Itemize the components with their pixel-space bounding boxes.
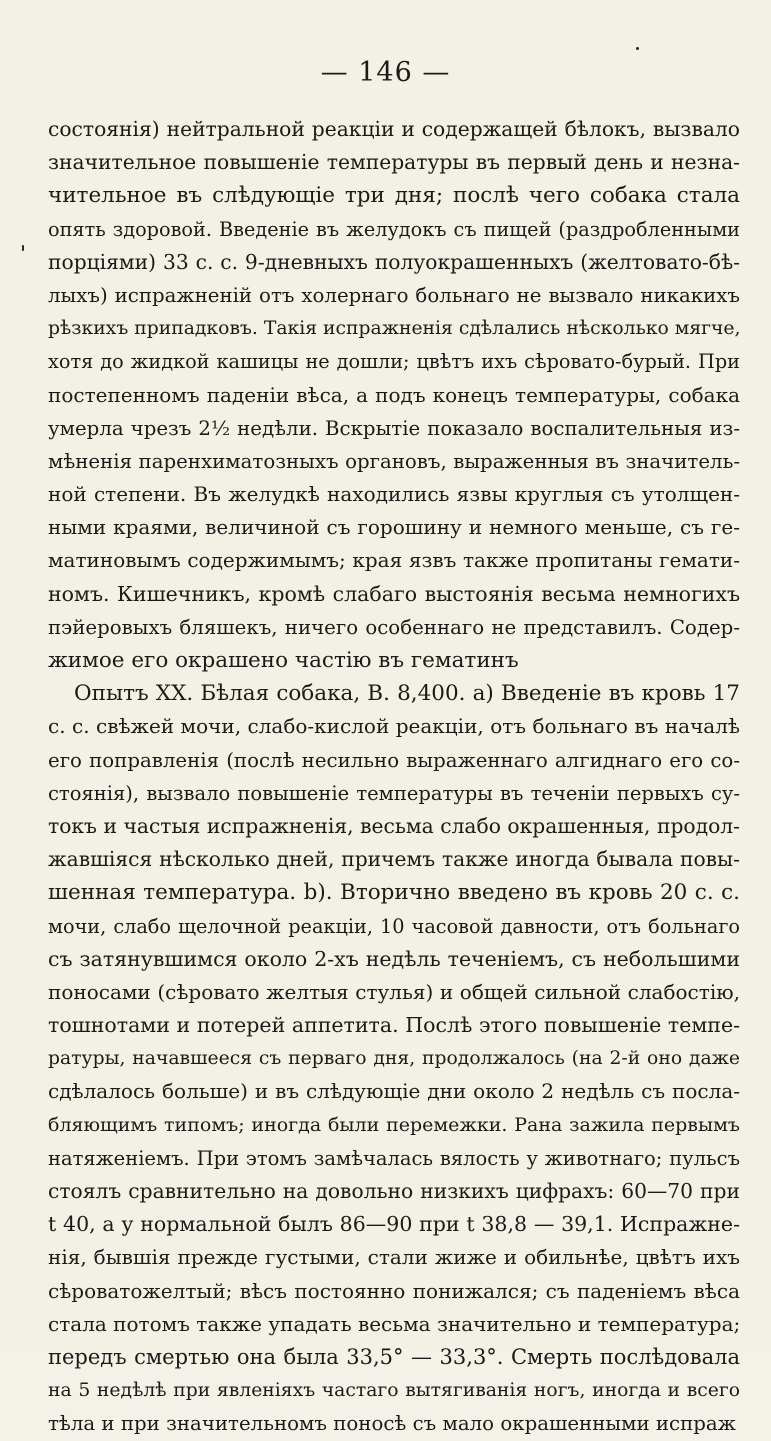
text-line: тошнотами и потерей аппетита. Послѣ этого повышеніе темпе-	[48, 1013, 740, 1038]
text-line: ной степени. Въ желудкѣ находились язвы круглыя съ утолщен-	[48, 482, 740, 507]
text-line: мѣненія паренхиматозныхъ органовъ, выраженныя въ значитель-	[48, 449, 740, 473]
text-line: состоянія) нейтральной реакціи и содержащей бѣлокъ, вызвало	[48, 117, 740, 141]
text-line: шенная температура. b). Вторично введено въ кровь 20 с. с.	[48, 880, 740, 906]
text-line: поносами (сѣровато желтыя стулья) и общей сильной слабостію,	[48, 979, 740, 1004]
text-line: стоянія), вызвало повышеніе температуры въ теченіи первыхъ су-	[48, 781, 740, 805]
text-line: его поправленія (послѣ несильно выраженнаго алгиднаго его со-	[48, 748, 740, 772]
text-line: стоялъ сравнительно на довольно низкихъ цифрахъ: 60—70 при	[48, 1179, 740, 1203]
text-line: жимое его окрашено частію въ гематинъ	[48, 648, 519, 673]
text-line: рѣзкихъ припадковъ. Такія испражненія сдѣлались нѣсколько мягче,	[48, 318, 740, 340]
text-line: пэйеровыхъ бляшекъ, ничего особеннаго не представилъ. Содер-	[48, 615, 740, 639]
text-line: ными краями, величиной съ горошину и немного меньше, съ ге-	[48, 515, 740, 540]
text-line: ратуры, начавшееся съ перваго дня, продолжалось (на 2-й оно даже	[48, 1048, 740, 1070]
text-line: на 5 недѣлѣ при явленіяхъ частаго вытягиванія ногъ, иногда и всего	[48, 1380, 740, 1402]
text-line: передъ смертью она была 33,5° — 33,3°. Смерть послѣдовала	[48, 1344, 740, 1369]
text-line: жавшіяся нѣсколько дней, причемъ также иногда бывала повы-	[48, 847, 740, 872]
text-line: бляющимъ типомъ; иногда были перемежки. Рана зажила первымъ	[48, 1113, 740, 1136]
text-line: с. с. свѣжей мочи, слабо-кислой реакціи, отъ больнаго въ началѣ	[48, 714, 740, 739]
text-line: порціями) 33 с. с. 9-дневныхъ полуокрашенныхъ (желтовато-бѣ-	[48, 249, 740, 274]
text-line: Опытъ XX. Бѣлая собака, В. 8,400. a) Введеніе въ кровь 17	[74, 681, 740, 707]
text-line: токъ и частыя испражненія, весьма слабо окрашенныя, продол-	[48, 813, 740, 838]
text-line: стала потомъ также упадать весьма значительно и температура;	[48, 1311, 740, 1336]
text-line: тѣла и при значительномъ поносѣ съ мало окрашенными испраж	[48, 1412, 736, 1436]
text-line: постепенномъ паденіи вѣса, а подъ конецъ температуры, собака	[48, 382, 740, 407]
body-text	[48, 113, 740, 1441]
text-line: t 40, а у нормальной былъ 86—90 при t 38,8 — 39,1. Испражне-	[48, 1212, 740, 1237]
text-line: матиновымъ содержимымъ; края язвъ также пропитаны гемати-	[48, 548, 740, 573]
ink-speck	[636, 47, 639, 50]
text-line: опять здоровой. Введеніе въ желудокъ съ пищей (раздробленными	[48, 217, 740, 241]
text-line: умерла чрезъ 2½ недѣли. Вскрытіе показало воспалительныя из-	[48, 416, 740, 440]
text-line: сдѣлалось больше) и въ слѣдующіе дни около 2 недѣль съ посла-	[48, 1079, 740, 1104]
text-line: лыхъ) испражненій отъ холернаго больнаго не вызвало никакихъ	[48, 283, 740, 307]
text-line: нія, бывшія прежде густыми, стали жиже и обильнѣе, цвѣтъ ихъ	[48, 1245, 740, 1270]
text-line: сѣроватожелтый; вѣсъ постоянно понижался; съ паденіемъ вѣса	[48, 1278, 740, 1303]
text-line: натяженіемъ. При этомъ замѣчалась вялость у животнаго; пульсъ	[48, 1146, 740, 1170]
ink-speck	[22, 245, 24, 251]
page-number: — 146 —	[320, 57, 451, 88]
text-line: мочи, слабо щелочной реакціи, 10 часовой давности, отъ больнаго	[48, 914, 740, 938]
text-line: чительное въ слѣдующіе три дня; послѣ чего собака стала	[48, 183, 740, 209]
text-line: номъ. Кишечникъ, кромѣ слабаго выстоянія весьма немногихъ	[48, 581, 740, 606]
text-line: хотя до жидкой кашицы не дошли; цвѣтъ ихъ сѣровато-бурый. При	[48, 350, 740, 374]
text-line: значительное повышеніе температуры въ первый день и незна-	[48, 150, 740, 175]
text-line: съ затянувшимся около 2-хъ недѣль теченіемъ, съ небольшими	[48, 946, 740, 971]
